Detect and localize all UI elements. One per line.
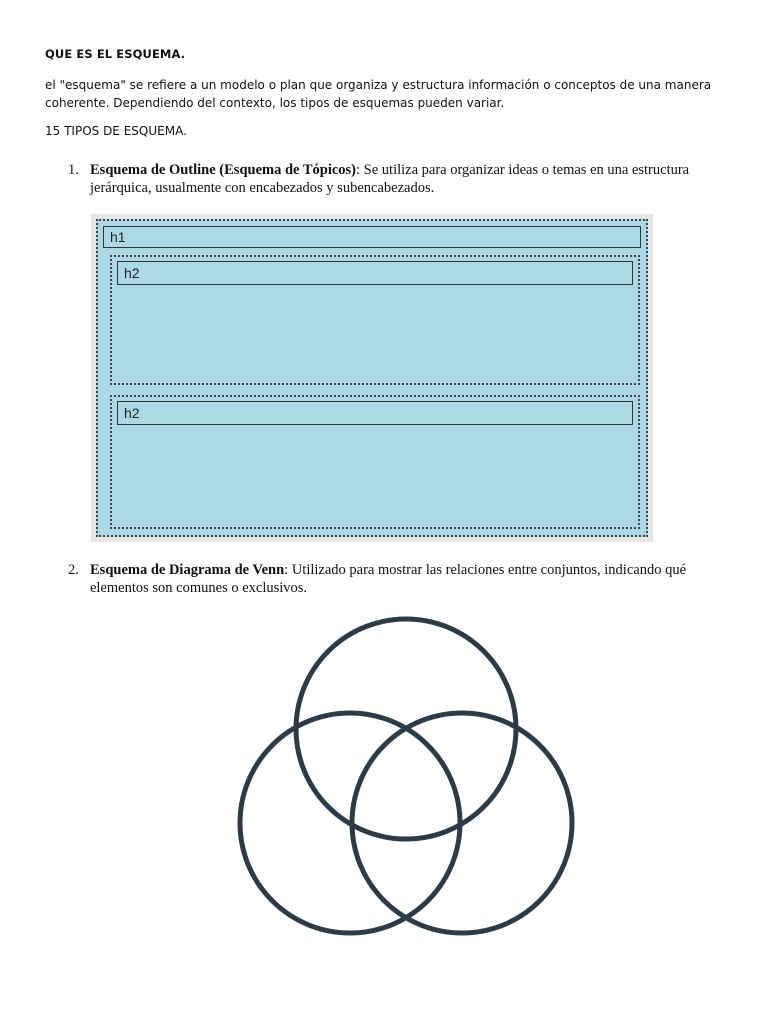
- intro-paragraph: el "esquema" se refiere a un modelo o plan que organiza y estructura información o conceptos de una manera coherente. Dependiendo del contexto, los tipos de esquemas pueden variar.: [45, 78, 712, 110]
- venn-diagram: [230, 605, 590, 950]
- outline-h2-box: h2: [117, 401, 633, 425]
- list-item-venn: [68, 561, 718, 597]
- list-item-term: Esquema de Outline (Esquema de Tópicos): [90, 162, 357, 178]
- outline-h2-box: h2: [117, 261, 633, 285]
- list-number: 1.: [68, 162, 79, 178]
- types-count-line: 15 TIPOS DE ESQUEMA.: [45, 124, 187, 138]
- list-item-text: [68, 161, 718, 197]
- outline-container: [96, 219, 648, 537]
- list-item-description: : Se utiliza para organizar ideas o temas en una estructura jerárquica, usualmente con encabezados y subencabezados.: [90, 162, 690, 196]
- outline-diagram: [91, 214, 653, 542]
- outline-h1-box: h1: [103, 226, 641, 248]
- list-item-term: Esquema de Diagrama de Venn: [90, 562, 285, 578]
- list-item-text: [68, 561, 718, 597]
- page-heading: QUE ES EL ESQUEMA.: [45, 47, 186, 61]
- outline-section: [110, 395, 640, 529]
- list-number: 2.: [68, 562, 79, 578]
- outline-section: [110, 255, 640, 385]
- list-item-outline: [68, 161, 718, 197]
- list-item-description: : Utilizado para mostrar las relaciones entre conjuntos, indicando qué elementos son comunes o exclusivos.: [90, 562, 687, 596]
